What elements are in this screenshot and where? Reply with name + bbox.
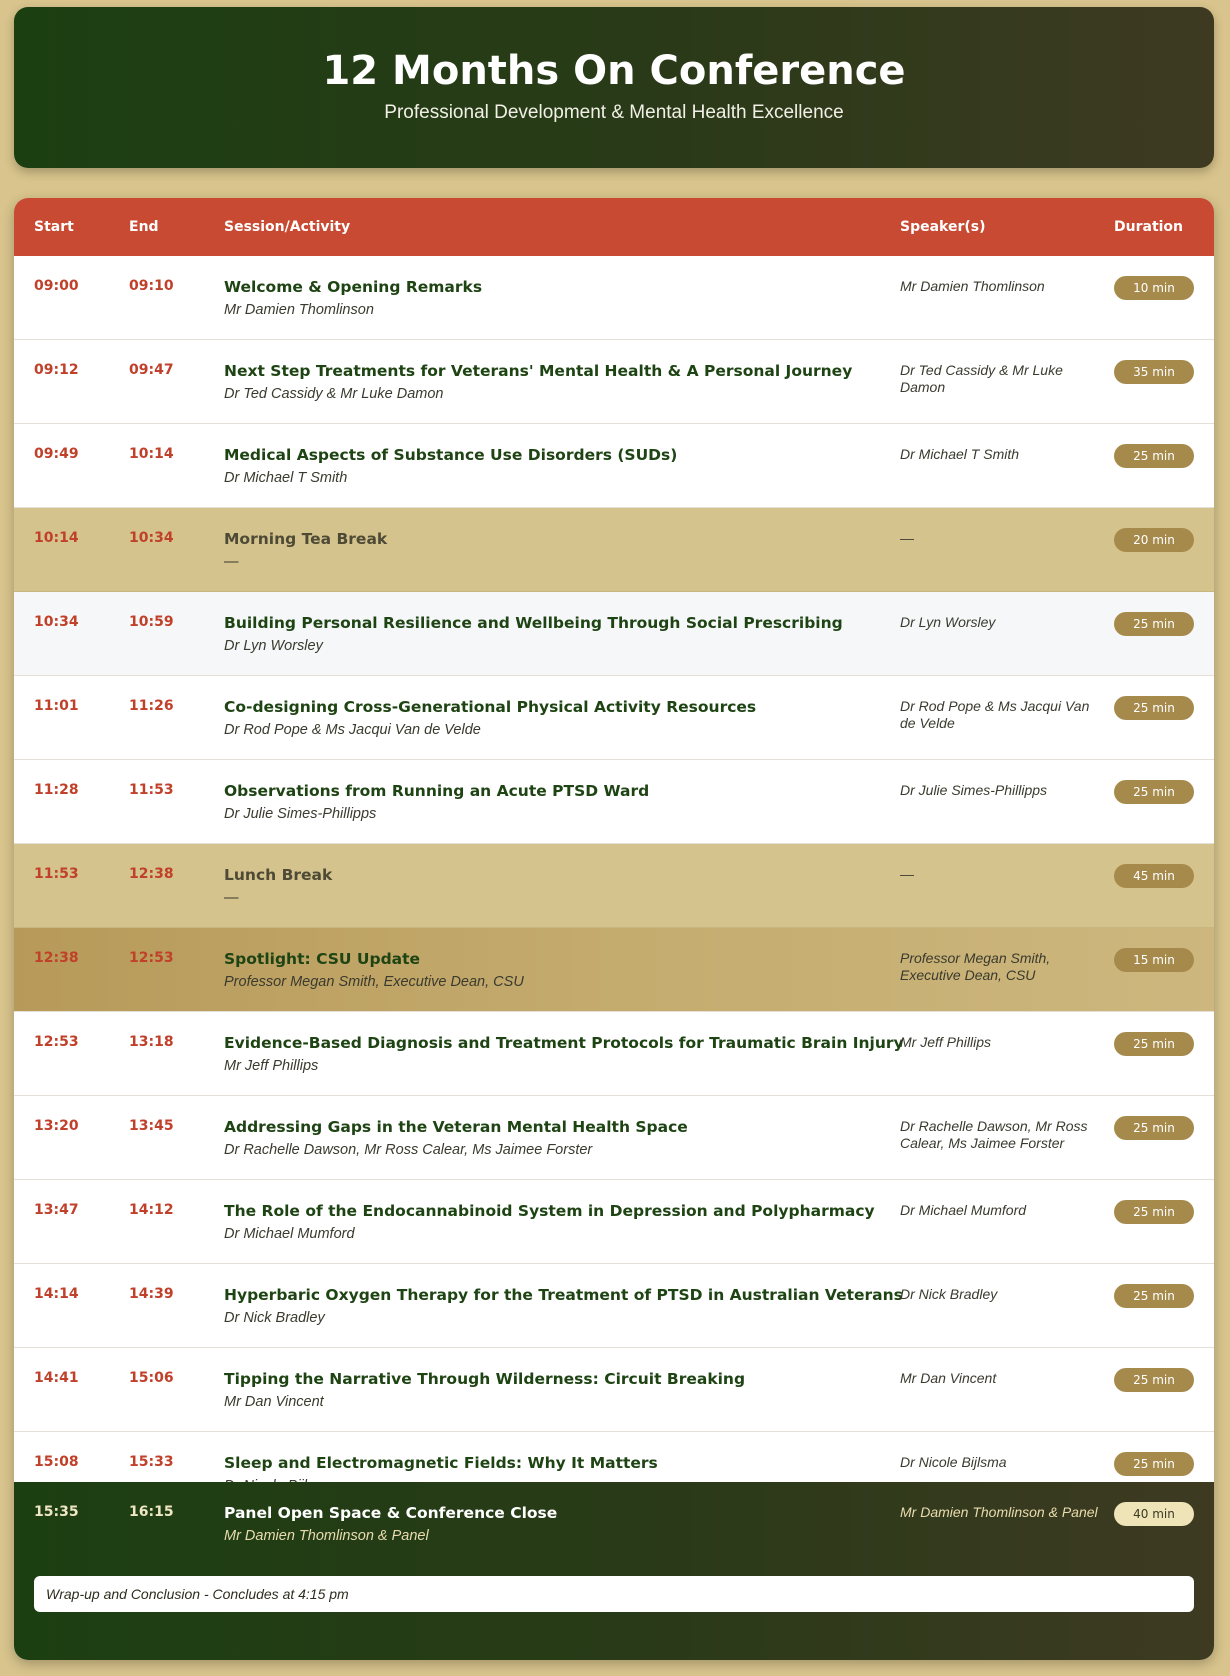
table-body (14, 256, 1214, 1516)
session-presenter: Professor Megan Smith, Executive Dean, CSU (224, 974, 524, 990)
session-start-time: 11:28 (34, 782, 79, 798)
session-start-time: 09:49 (34, 446, 79, 462)
duration-badge: 25 min (1114, 696, 1194, 720)
session-presenter: Mr Jeff Phillips (224, 1058, 319, 1074)
schedule-table (14, 198, 1214, 1660)
session-end-time: 10:34 (129, 530, 174, 546)
duration-badge: 35 min (1114, 360, 1194, 384)
session-title: Morning Tea Break (224, 530, 388, 548)
duration-badge: 40 min (1114, 1502, 1194, 1526)
closing-note: Wrap-up and Conclusion - Concludes at 4:15 pm (34, 1576, 1194, 1612)
session-presenter: — (224, 890, 239, 906)
duration-badge: 15 min (1114, 948, 1194, 972)
session-title: Panel Open Space & Conference Close (224, 1504, 558, 1522)
duration-badge: 25 min (1114, 444, 1194, 468)
table-row (14, 508, 1214, 592)
session-title: Lunch Break (224, 866, 333, 884)
session-presenter: Dr Rod Pope & Ms Jacqui Van de Velde (224, 722, 481, 738)
session-end-time: 14:39 (129, 1286, 174, 1302)
session-speakers: Mr Dan Vincent (900, 1370, 997, 1386)
page-subtitle: Professional Development & Mental Health Excellence (384, 102, 844, 123)
session-end-time: 09:10 (129, 278, 174, 294)
duration-badge: 25 min (1114, 780, 1194, 804)
session-title: Sleep and Electromagnetic Fields: Why It Matters (224, 1454, 658, 1472)
session-presenter: Dr Rachelle Dawson, Mr Ross Calear, Ms Jaimee Forster (224, 1142, 593, 1158)
session-start-time: 14:41 (34, 1370, 79, 1386)
session-end-time: 11:26 (129, 698, 174, 714)
session-start-time: 10:34 (34, 614, 79, 630)
column-header-start: Start (34, 219, 74, 235)
session-start-time: 13:47 (34, 1202, 79, 1218)
session-start-time: 09:12 (34, 362, 79, 378)
page-title: 12 Months On Conference (322, 48, 906, 94)
column-header-session: Session/Activity (224, 219, 351, 235)
duration-badge: 25 min (1114, 1452, 1194, 1476)
session-end-time: 13:18 (129, 1034, 174, 1050)
duration-badge: 20 min (1114, 528, 1194, 552)
session-title: Evidence-Based Diagnosis and Treatment Protocols for Traumatic Brain Injury (224, 1034, 904, 1052)
session-speakers: Dr Michael T Smith (900, 446, 1020, 462)
duration-badge: 25 min (1114, 1032, 1194, 1056)
session-presenter: Dr Michael Mumford (224, 1226, 355, 1242)
session-end-time: 12:53 (129, 950, 174, 966)
session-speakers: Dr Julie Simes-Phillipps (900, 782, 1048, 798)
column-header-speakers: Speaker(s) (900, 219, 986, 235)
session-presenter: Dr Julie Simes-Phillipps (224, 806, 377, 822)
column-header-duration: Duration (1114, 219, 1184, 235)
session-end-time: 14:12 (129, 1202, 174, 1218)
session-start-time: 11:01 (34, 698, 79, 714)
session-presenter: Mr Damien Thomlinson & Panel (224, 1528, 429, 1544)
session-start-time: 09:00 (34, 278, 79, 294)
session-title: Tipping the Narrative Through Wilderness: Circuit Breaking (224, 1370, 746, 1388)
session-start-time: 12:53 (34, 1034, 79, 1050)
table-row (14, 1096, 1214, 1180)
session-start-time: 12:38 (34, 950, 79, 966)
table-row (14, 1264, 1214, 1348)
session-start-time: 10:14 (34, 530, 79, 546)
session-start-time: 15:35 (34, 1504, 79, 1520)
session-title: Building Personal Resilience and Wellbeing Through Social Prescribing (224, 614, 843, 632)
session-end-time: 15:06 (129, 1370, 174, 1386)
session-speakers: Professor Megan Smith, Executive Dean, CSU (900, 950, 1051, 983)
session-start-time: 13:20 (34, 1118, 79, 1134)
closing-session-row (14, 1482, 1214, 1660)
session-end-time: 13:45 (129, 1118, 174, 1134)
session-start-time: 15:08 (34, 1454, 79, 1470)
session-end-time: 11:53 (129, 782, 174, 798)
session-start-time: 11:53 (34, 866, 79, 882)
session-speakers: Mr Jeff Phillips (900, 1034, 992, 1050)
session-title: Addressing Gaps in the Veteran Mental Health Space (224, 1118, 688, 1136)
table-row (14, 844, 1214, 928)
session-presenter: Dr Nick Bradley (224, 1310, 325, 1326)
table-row (14, 1348, 1214, 1432)
session-end-time: 10:59 (129, 614, 174, 630)
session-end-time: 10:14 (129, 446, 174, 462)
session-presenter: Mr Dan Vincent (224, 1394, 324, 1410)
table-row (14, 676, 1214, 760)
session-title: The Role of the Endocannabinoid System in Depression and Polypharmacy (224, 1202, 875, 1220)
session-speakers: Dr Lyn Worsley (900, 614, 996, 630)
table-header (14, 198, 1214, 256)
session-presenter: Mr Damien Thomlinson (224, 302, 374, 318)
table-row (14, 760, 1214, 844)
session-speakers: Dr Michael Mumford (900, 1202, 1027, 1218)
column-header-end: End (129, 219, 159, 235)
session-title: Observations from Running an Acute PTSD Ward (224, 782, 650, 800)
table-row (14, 340, 1214, 424)
session-speakers: Dr Ted Cassidy & Mr Luke Damon (900, 362, 1063, 395)
duration-badge: 25 min (1114, 1284, 1194, 1308)
session-start-time: 14:14 (34, 1286, 79, 1302)
session-speakers: Dr Nick Bradley (900, 1286, 998, 1302)
session-end-time: 15:33 (129, 1454, 174, 1470)
session-title: Co-designing Cross-Generational Physical Activity Resources (224, 698, 757, 716)
session-title: Medical Aspects of Substance Use Disorders (SUDs) (224, 446, 678, 464)
table-row (14, 928, 1214, 1012)
session-end-time: 16:15 (129, 1504, 174, 1520)
session-presenter: Dr Michael T Smith (224, 470, 348, 486)
duration-badge: 25 min (1114, 612, 1194, 636)
duration-badge: 25 min (1114, 1200, 1194, 1224)
table-row (14, 256, 1214, 340)
session-presenter: Dr Ted Cassidy & Mr Luke Damon (224, 386, 444, 402)
duration-badge: 10 min (1114, 276, 1194, 300)
session-speakers: Dr Rod Pope & Ms Jacqui Van de Velde (900, 698, 1090, 731)
duration-badge: 45 min (1114, 864, 1194, 888)
table-row (14, 1180, 1214, 1264)
session-speakers: Mr Damien Thomlinson & Panel (900, 1504, 1098, 1520)
session-title: Hyperbaric Oxygen Therapy for the Treatment of PTSD in Australian Veterans (224, 1286, 903, 1304)
table-row (14, 1012, 1214, 1096)
session-speakers: — (900, 866, 914, 882)
table-row (14, 424, 1214, 508)
session-title: Spotlight: CSU Update (224, 950, 421, 968)
session-speakers: Mr Damien Thomlinson (900, 278, 1045, 294)
session-speakers: — (900, 530, 914, 546)
session-title: Next Step Treatments for Veterans' Mental Health & A Personal Journey (224, 362, 853, 380)
session-title: Welcome & Opening Remarks (224, 278, 483, 296)
session-speakers: Dr Nicole Bijlsma (900, 1454, 1007, 1470)
session-end-time: 12:38 (129, 866, 174, 882)
duration-badge: 25 min (1114, 1116, 1194, 1140)
session-presenter: — (224, 554, 239, 570)
session-end-time: 09:47 (129, 362, 174, 378)
table-row (14, 592, 1214, 676)
conference-header (14, 7, 1214, 168)
session-speakers: Dr Rachelle Dawson, Mr Ross Calear, Ms Jaimee Forster (900, 1118, 1088, 1151)
session-presenter: Dr Lyn Worsley (224, 638, 323, 654)
duration-badge: 25 min (1114, 1368, 1194, 1392)
